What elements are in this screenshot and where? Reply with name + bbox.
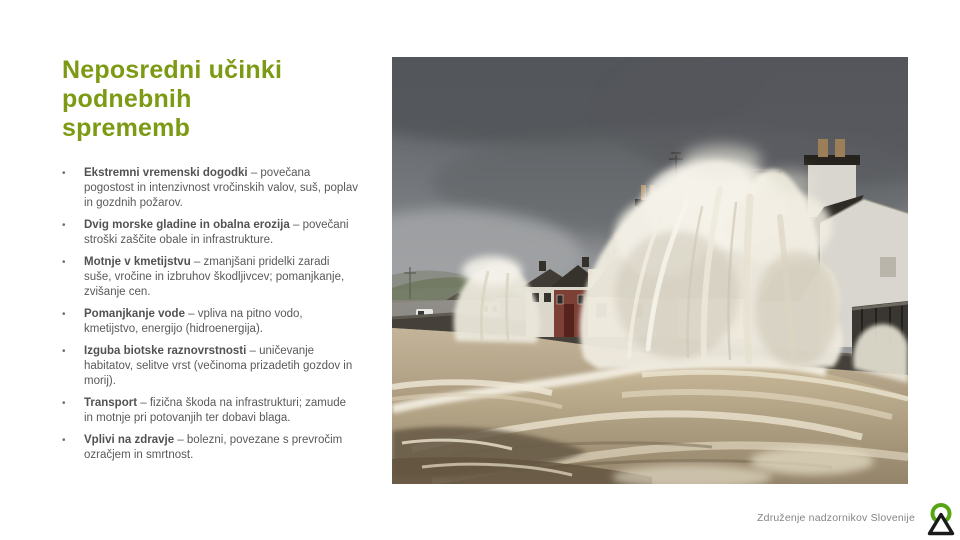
impact-description: – povečani stroški zaščite obale in infrastrukture. — [84, 219, 349, 246]
title-line: Neposredni učinki — [62, 56, 283, 84]
title-line: podnebnih — [62, 85, 192, 113]
impact-text-block — [84, 166, 358, 211]
organization-logo-icon — [927, 502, 955, 536]
footer-organization-name: Združenje nadzornikov Slovenije — [757, 512, 915, 524]
bullet-icon: • — [62, 257, 66, 268]
list-item — [62, 166, 358, 211]
impact-text-block — [84, 255, 358, 300]
title-line: sprememb — [62, 114, 191, 142]
impact-lead: Izguba biotske raznovrstnosti — [84, 345, 247, 357]
storm-coast-photo — [392, 57, 908, 484]
impact-lead: Transport — [84, 397, 138, 409]
bullet-icon: • — [62, 220, 66, 231]
impact-text-block — [84, 344, 358, 389]
list-item — [62, 344, 358, 389]
list-item — [62, 396, 358, 426]
impact-lead: Vplivi na zdravje — [84, 434, 175, 446]
list-item — [62, 307, 358, 337]
list-item — [62, 218, 358, 248]
bullet-icon: • — [62, 398, 66, 409]
impact-text-block — [84, 218, 358, 248]
impact-lead: Dvig morske gladine in obalna erozija — [84, 219, 290, 231]
storm-coast-illustration — [392, 57, 908, 484]
impact-description: – uničevanje habitatov, selitve vrst (večinoma prizadetih gozdov in morij). — [84, 345, 353, 387]
impact-list — [62, 166, 358, 470]
impact-lead: Ekstremni vremenski dogodki — [84, 167, 248, 179]
impact-description: – vpliva na pitno vodo, kmetijstvo, energijo (hidroenergija). — [84, 308, 303, 335]
impact-text-block — [84, 396, 358, 426]
impact-description: – bolezni, povezane s prevročim ozračjem in smrtnost. — [84, 434, 343, 461]
impact-text-block — [84, 433, 358, 463]
impact-text-block — [84, 307, 358, 337]
impact-description: – fizična škoda na infrastrukturi; zamude in motnje pri potovanjih ter dobavi blaga. — [84, 397, 347, 424]
bullet-icon: • — [62, 346, 66, 357]
impact-lead: Motnje v kmetijstvu — [84, 256, 191, 268]
bullet-icon: • — [62, 435, 66, 446]
bullet-icon: • — [62, 309, 66, 320]
page-title — [62, 56, 362, 143]
impact-description: – povečana pogostost in intenzivnost vročinskih valov, suš, poplav in gozdnih požarov. — [84, 167, 359, 209]
list-item — [62, 433, 358, 463]
bullet-icon: • — [62, 168, 66, 179]
impact-lead: Pomanjkanje vode — [84, 308, 185, 320]
list-item — [62, 255, 358, 300]
impact-description: – zmanjšani pridelki zaradi suše, vročine in izbruhov škodljivcev; pomanjkanje, zvišanje cen. — [84, 256, 345, 298]
